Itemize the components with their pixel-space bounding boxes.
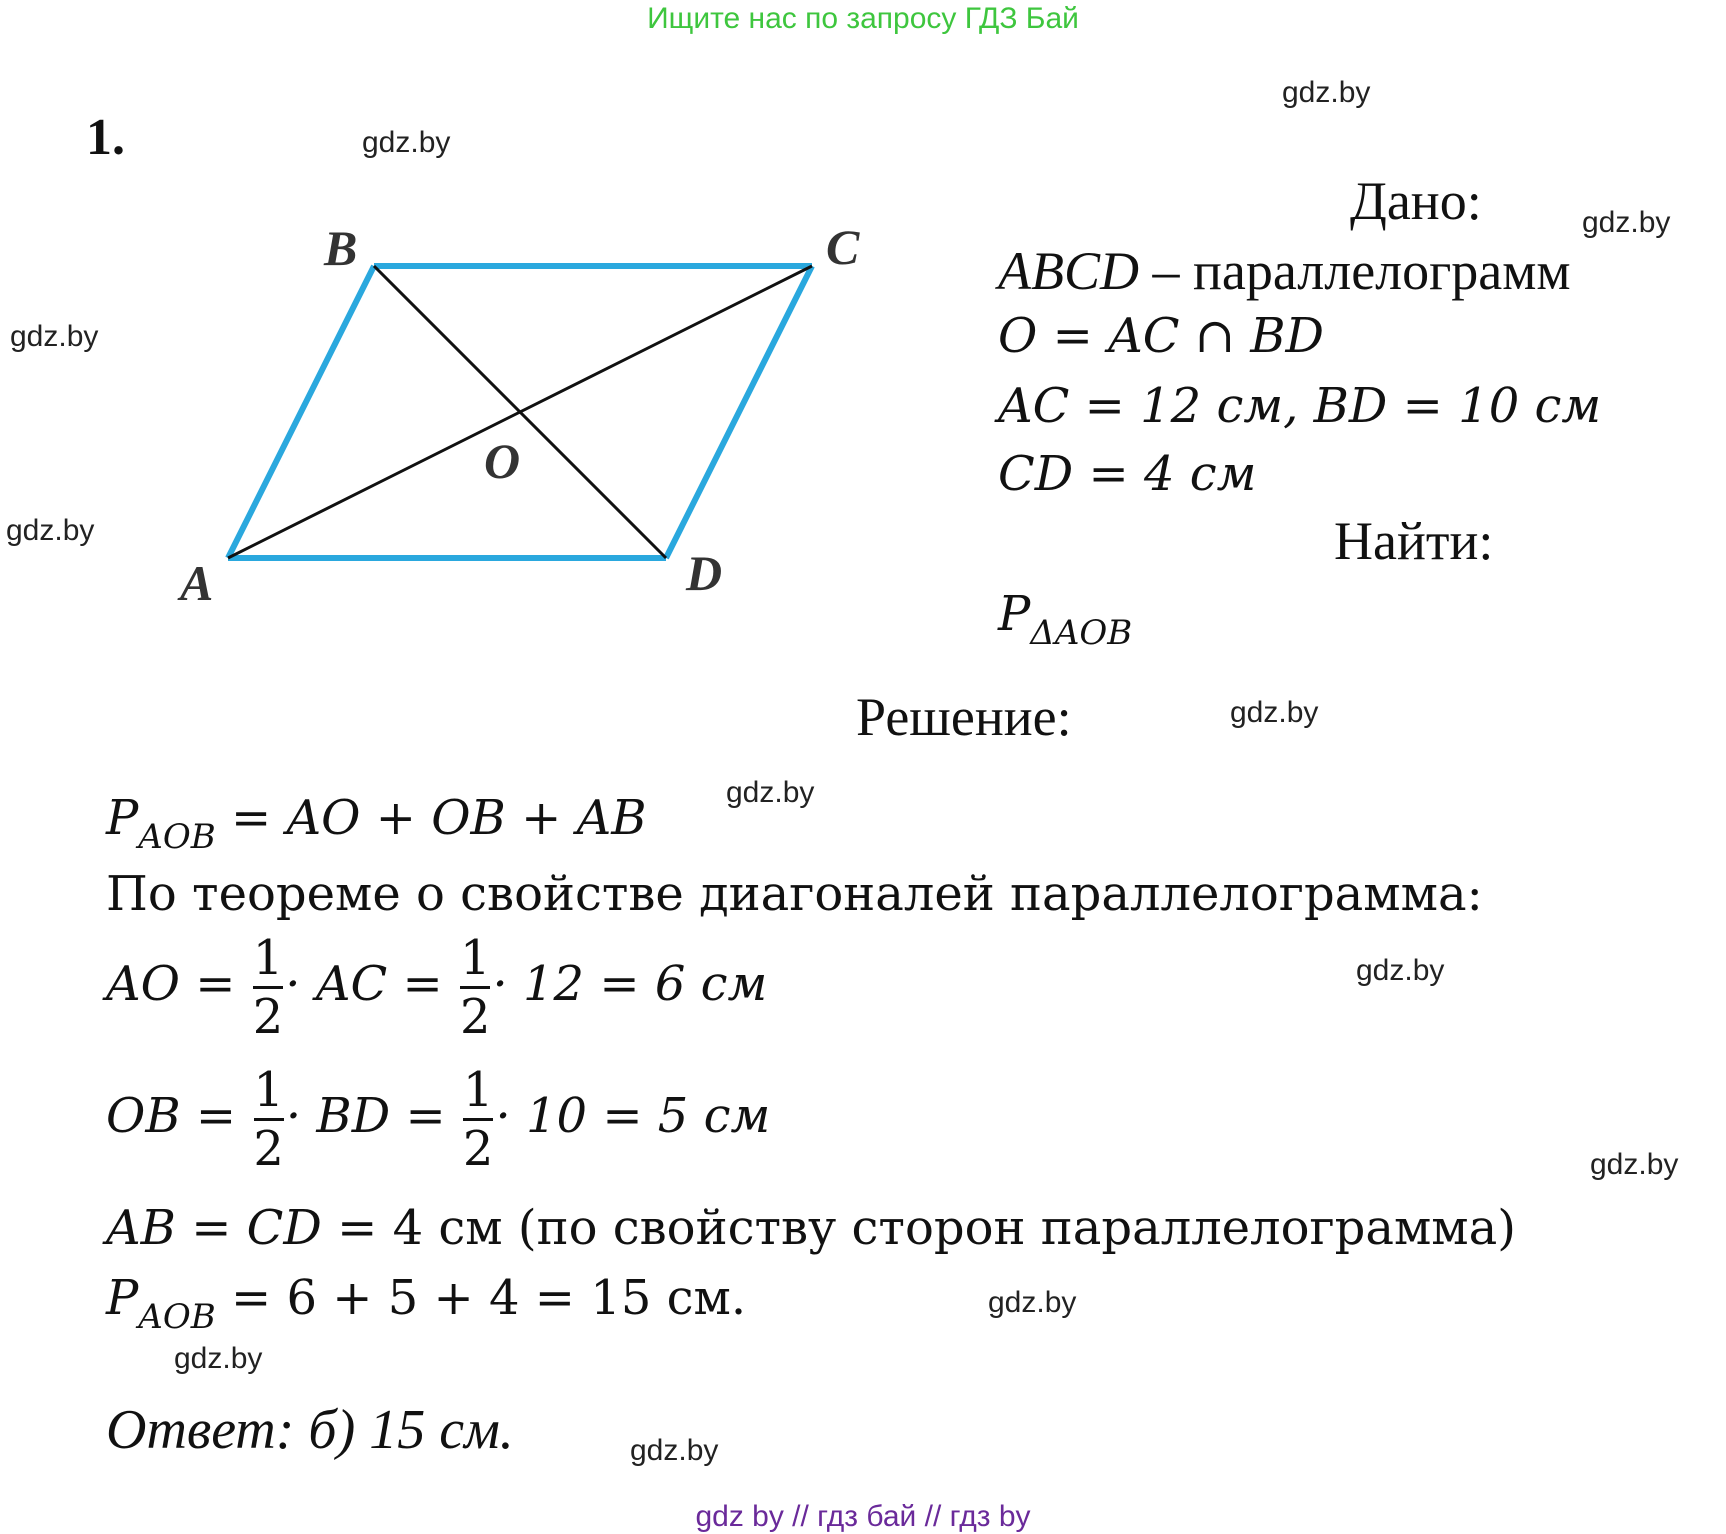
solution-line-3-c: · 12 = 6 см [492, 956, 768, 1012]
fraction-denominator: 2 [253, 1121, 284, 1177]
vertex-label-a: A [180, 555, 214, 611]
solution-line-4 [106, 1062, 770, 1177]
solution-line-6 [106, 1270, 746, 1337]
watermark: gdz.by [174, 1342, 263, 1375]
given-line-2: O = AC ∩ BD [998, 308, 1324, 364]
given-line-4: CD = 4 см [998, 446, 1257, 502]
solution-line-3-a: AO = [106, 956, 251, 1012]
solution-line-1-p: P [106, 790, 139, 846]
solution-line-6-rest: = 6 + 5 + 4 = 15 см. [215, 1270, 747, 1326]
watermark: gdz.by [10, 320, 99, 353]
vertex-label-d: D [686, 545, 723, 601]
solution-line-3 [106, 930, 767, 1045]
solution-heading: Решение: [856, 687, 1072, 747]
problem-number: 1. [86, 109, 125, 166]
footer-links: gdz by // гдз бай // гдз by [695, 1500, 1031, 1533]
answer: Ответ: б) 15 см. [106, 1399, 514, 1461]
solution-line-2: По теореме о свойстве диагоналей параллелограмма: [106, 866, 1483, 922]
watermark: gdz.by [988, 1286, 1077, 1319]
fraction [253, 1062, 284, 1177]
watermark: gdz.by [1356, 954, 1445, 987]
watermark: gdz.by [1230, 696, 1319, 729]
watermark: gdz.by [1282, 76, 1371, 109]
given-line-1-text: – параллелограмм [1139, 241, 1571, 301]
fraction-denominator: 2 [459, 989, 491, 1045]
vertex-label-b: B [324, 220, 358, 276]
side-ab [228, 266, 374, 558]
find-sub: ΔAOB [1030, 613, 1133, 653]
solution-line-1-rest: = AO + OB + AB [215, 790, 647, 846]
solution-line-4-a: OB = [106, 1088, 252, 1144]
find-heading: Найти: [1334, 511, 1494, 571]
solution-line-1 [106, 790, 647, 857]
vertex-label-c: C [826, 219, 860, 275]
fraction [460, 930, 491, 1045]
watermark: gdz.by [1582, 206, 1671, 239]
given-heading: Дано: [1350, 171, 1482, 231]
fraction-numerator: 1 [462, 1062, 494, 1118]
watermark: gdz.by [1590, 1148, 1679, 1181]
fraction-denominator: 2 [462, 1121, 494, 1177]
find-p: P [998, 586, 1031, 642]
watermark: gdz.by [362, 126, 451, 159]
side-cd [666, 266, 812, 558]
given-line-1-math: ABCD [998, 241, 1139, 301]
solution-line-5 [106, 1200, 1516, 1256]
fraction-denominator: 2 [252, 989, 284, 1045]
solution-line-5-math: AB = CD [106, 1200, 322, 1256]
vertex-label-o: O [484, 433, 521, 489]
watermark: gdz.by [630, 1434, 719, 1467]
fraction [253, 930, 284, 1045]
solution-line-5-rest: = 4 см (по свойству сторон параллелограмма) [321, 1200, 1516, 1256]
watermark: gdz.by [726, 776, 815, 809]
solution-line-3-b: · AC = [285, 956, 458, 1012]
solution-line-6-p: P [106, 1270, 139, 1326]
fraction-numerator: 1 [253, 1062, 284, 1118]
given-line-3: AC = 12 см, BD = 10 см [998, 378, 1602, 434]
solution-line-1-sub: AOB [138, 817, 216, 857]
fraction [463, 1062, 494, 1177]
given-line-1 [998, 240, 1571, 302]
solution-line-4-c: · 10 = 5 см [495, 1088, 771, 1144]
solution-line-6-sub: AOB [138, 1297, 216, 1337]
diagonal-bd [374, 266, 666, 558]
find-line [998, 586, 1132, 653]
watermark: gdz.by [6, 514, 95, 547]
fraction-numerator: 1 [459, 930, 491, 986]
search-banner: Ищите нас по запросу ГДЗ Бай [647, 2, 1079, 35]
fraction-numerator: 1 [252, 930, 284, 986]
parallelogram-figure [0, 0, 900, 640]
solution-line-4-b: · BD = [285, 1088, 461, 1144]
